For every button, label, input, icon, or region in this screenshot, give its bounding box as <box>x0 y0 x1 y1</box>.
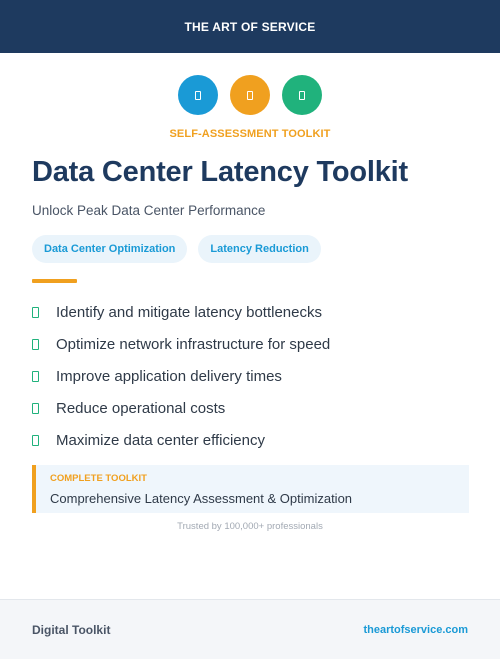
icon-row <box>0 75 500 115</box>
page-title: Data Center Latency Toolkit <box>32 156 408 188</box>
top-banner <box>0 0 500 53</box>
check-icon <box>32 307 39 318</box>
benefit-item <box>32 296 330 328</box>
check-icon <box>32 371 39 382</box>
orange-badge-icon <box>230 75 270 115</box>
benefit-text: Optimize network infrastructure for speed <box>56 335 331 353</box>
benefit-text: Reduce operational costs <box>56 399 226 417</box>
kicker-label: SELF-ASSESSMENT TOOLKIT <box>169 128 331 140</box>
benefit-item <box>32 328 330 360</box>
footer-label: Digital Toolkit <box>32 622 111 637</box>
accent-divider <box>32 279 77 283</box>
website-link[interactable]: theartofservice.com <box>363 623 468 636</box>
check-icon <box>32 339 39 350</box>
tag-latency-reduction[interactable]: Latency Reduction <box>198 235 320 263</box>
toolkit-callout <box>32 465 469 513</box>
footer <box>0 599 500 659</box>
check-icon <box>32 403 39 414</box>
callout-label: COMPLETE TOOLKIT <box>50 473 147 484</box>
blue-badge-icon <box>178 75 218 115</box>
callout-text: Comprehensive Latency Assessment & Optimization <box>50 491 353 506</box>
benefit-item <box>32 424 330 456</box>
benefit-text: Identify and mitigate latency bottlenecks <box>56 303 322 321</box>
benefit-item <box>32 392 330 424</box>
benefit-text: Improve application delivery times <box>56 367 282 385</box>
tag-list <box>32 235 321 263</box>
brand-name: THE ART OF SERVICE <box>184 19 316 34</box>
check-icon <box>32 435 39 446</box>
benefit-text: Maximize data center efficiency <box>56 431 265 449</box>
trust-note: Trusted by 100,000+ professionals <box>177 521 323 532</box>
green-badge-icon <box>282 75 322 115</box>
tag-data-center-optimization[interactable]: Data Center Optimization <box>32 235 187 263</box>
benefit-item <box>32 360 330 392</box>
page-subtitle: Unlock Peak Data Center Performance <box>32 203 266 218</box>
benefit-list <box>32 296 330 456</box>
